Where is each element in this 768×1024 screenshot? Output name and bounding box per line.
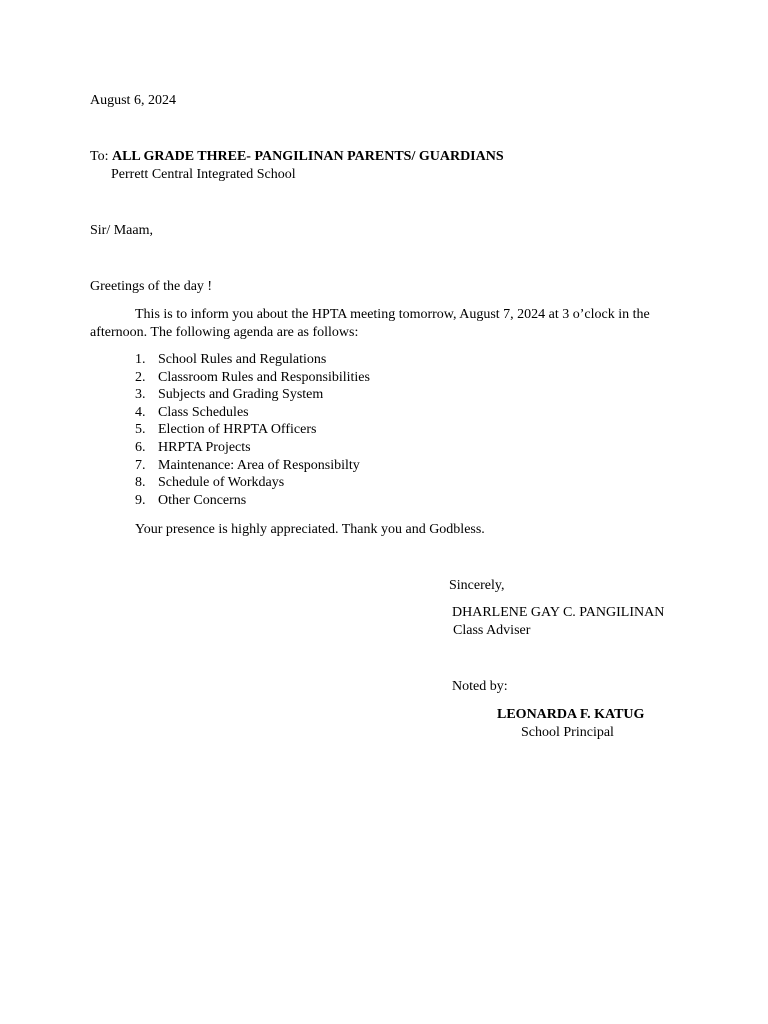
agenda-text: Schedule of Workdays bbox=[158, 475, 285, 491]
agenda-number: 9. bbox=[135, 492, 146, 508]
agenda-number: 1. bbox=[135, 352, 146, 367]
agenda-item bbox=[135, 457, 370, 475]
agenda-text: Election of HRPTA Officers bbox=[158, 422, 317, 438]
signer-title: Class Adviser bbox=[453, 623, 531, 638]
agenda-number: 5. bbox=[135, 422, 146, 438]
agenda-item bbox=[135, 439, 370, 457]
noter-title: School Principal bbox=[521, 725, 614, 740]
agenda-item bbox=[135, 404, 370, 422]
signer-name: DHARLENE GAY C. PANGILINAN bbox=[452, 605, 665, 620]
noted-by-label: Noted by: bbox=[452, 679, 508, 694]
agenda-text: Other Concerns bbox=[158, 492, 247, 508]
agenda-number: 7. bbox=[135, 457, 146, 473]
agenda-text: School Rules and Regulations bbox=[158, 352, 327, 367]
agenda-number: 8. bbox=[135, 475, 146, 491]
body-paragraph: This is to inform you about the HPTA meeting tomorrow, August 7, 2024 at 3 o’clock in the afternoon. The following agenda are as follows: bbox=[90, 307, 650, 340]
closing-note: Your presence is highly appreciated. Thank you and Godbless. bbox=[135, 522, 485, 537]
agenda-text: Classroom Rules and Responsibilities bbox=[158, 369, 370, 385]
agenda-text: HRPTA Projects bbox=[158, 439, 251, 455]
agenda-text: Class Schedules bbox=[158, 404, 249, 420]
agenda-item bbox=[135, 474, 370, 492]
agenda-item bbox=[135, 369, 370, 387]
agenda-text: Subjects and Grading System bbox=[158, 387, 324, 403]
salutation: Sir/ Maam, bbox=[90, 223, 153, 238]
agenda-item bbox=[135, 421, 370, 439]
noter-name: LEONARDA F. KATUG bbox=[497, 707, 645, 722]
agenda-list bbox=[135, 351, 370, 509]
recipient-name: ALL GRADE THREE- PANGILINAN PARENTS/ GUARDIANS bbox=[111, 149, 504, 164]
agenda-number: 6. bbox=[135, 439, 146, 455]
agenda-item bbox=[135, 386, 370, 404]
agenda-number: 4. bbox=[135, 404, 146, 420]
recipient-prefix: To: bbox=[90, 149, 112, 164]
sign-off: Sincerely, bbox=[449, 578, 505, 593]
recipient-school: Perrett Central Integrated School bbox=[111, 167, 296, 182]
agenda-number: 2. bbox=[135, 369, 146, 385]
greeting: Greetings of the day ! bbox=[90, 279, 213, 294]
agenda-number: 3. bbox=[135, 387, 146, 403]
agenda-item bbox=[135, 492, 370, 510]
recipient-line bbox=[90, 148, 504, 166]
agenda-item bbox=[135, 351, 370, 369]
agenda-text: Maintenance: Area of Responsibilty bbox=[158, 457, 360, 473]
letter-date: August 6, 2024 bbox=[90, 93, 176, 108]
